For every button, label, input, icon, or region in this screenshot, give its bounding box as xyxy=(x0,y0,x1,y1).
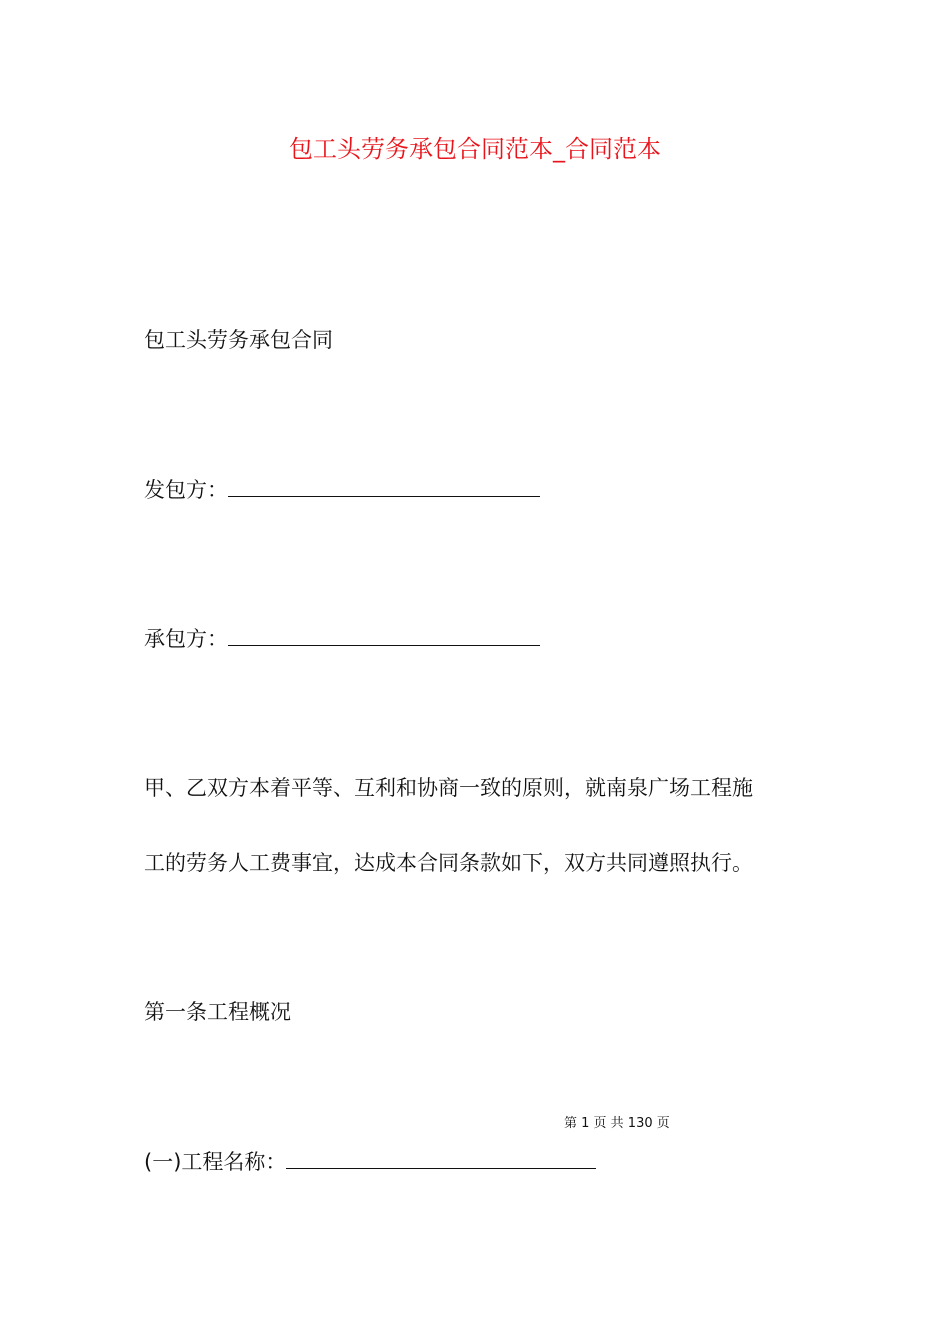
party-a-blank xyxy=(228,476,540,497)
party-b-blank xyxy=(228,625,540,646)
document-title: 包工头劳务承包合同范本_合同范本 xyxy=(289,135,661,163)
party-b-label: 承包方： xyxy=(144,627,228,651)
article-1-heading: 第一条工程概况 xyxy=(144,1000,291,1024)
project-name-label: (一)工程名称： xyxy=(144,1150,287,1174)
paragraph-line-1: 甲、乙双方本着平等、互利和协商一致的原则，就南泉广场工程施 xyxy=(144,776,753,800)
party-b-line xyxy=(144,625,540,653)
project-name-blank xyxy=(286,1148,596,1169)
party-a-label: 发包方： xyxy=(144,478,228,502)
paragraph-line-2: 工的劳务人工费事宜，达成本合同条款如下，双方共同遵照执行。 xyxy=(144,851,753,875)
party-a-line xyxy=(144,476,540,504)
contract-heading: 包工头劳务承包合同 xyxy=(144,328,333,352)
page-number: 第 1 页 共 130 页 xyxy=(564,1116,670,1131)
project-name-line xyxy=(144,1148,596,1176)
